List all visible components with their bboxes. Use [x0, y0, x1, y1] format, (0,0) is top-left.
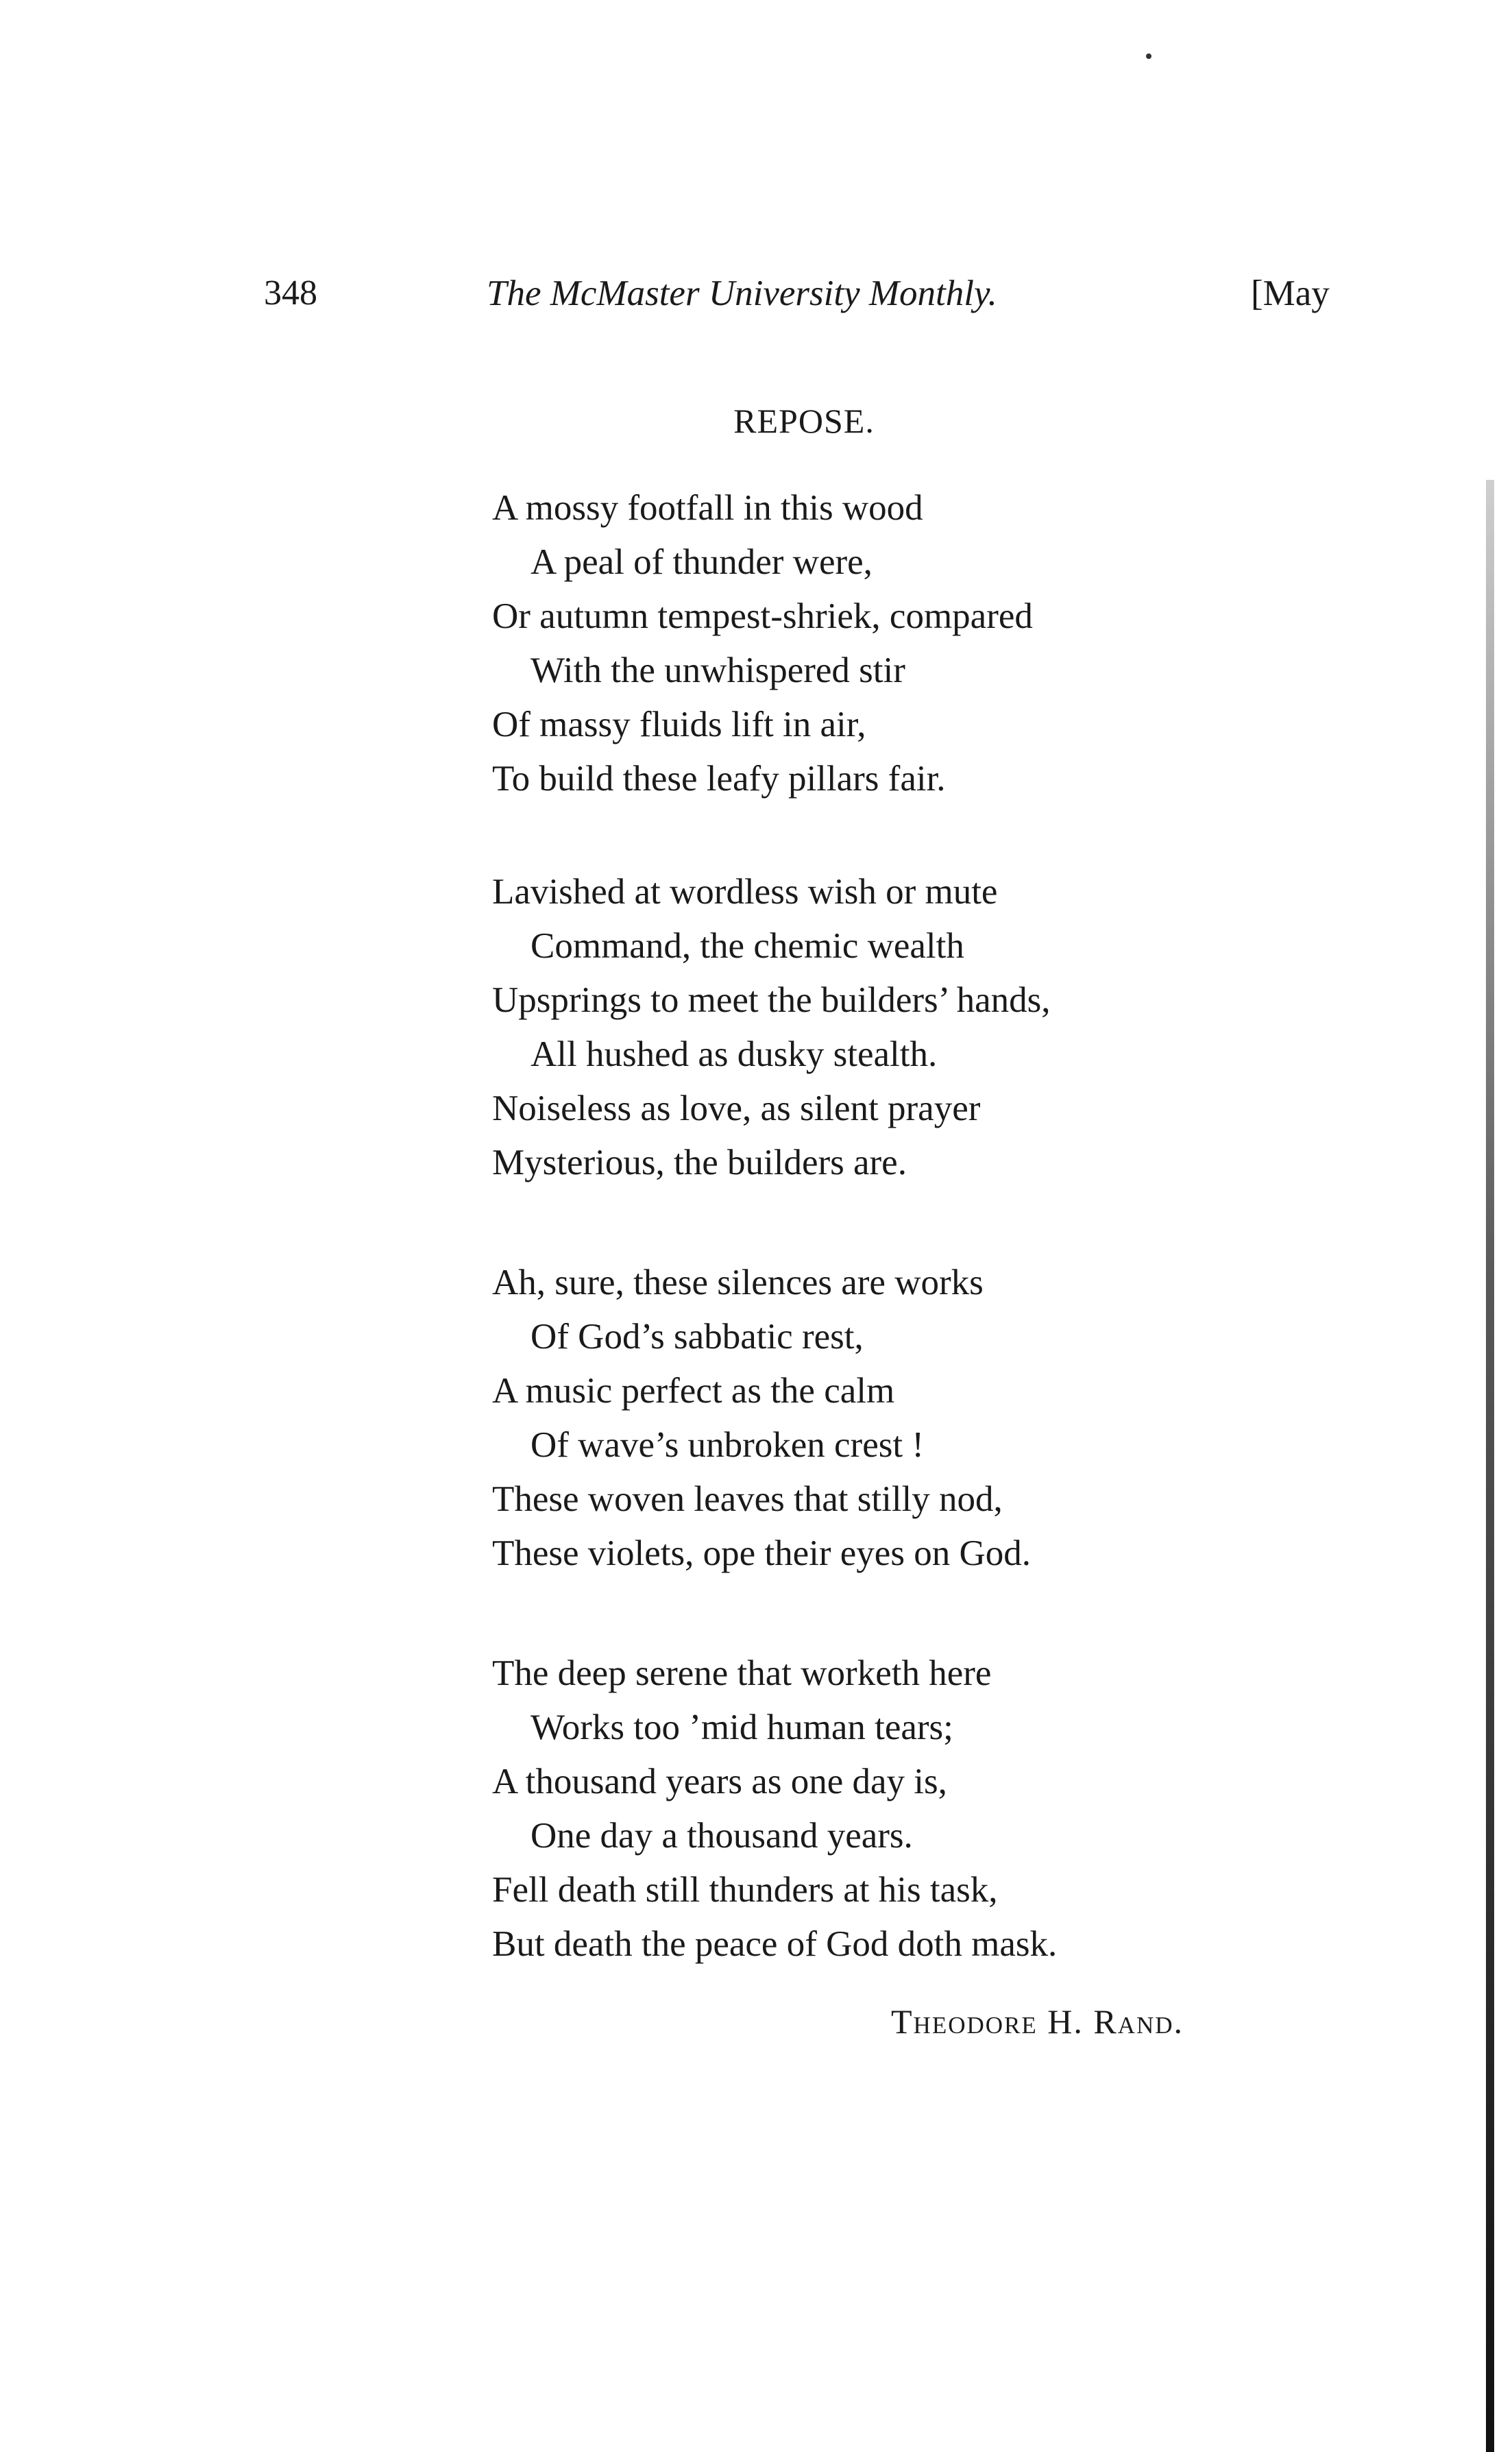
author-signature: Theodore H. Rand.: [891, 2002, 1184, 2041]
stanza-4: [492, 1647, 1315, 1971]
poem-line: These violets, ope their eyes on God.: [492, 1533, 1031, 1573]
stanza-1: [492, 481, 1315, 806]
poem-line: Lavished at wordless wish or mute: [492, 872, 998, 912]
poem-line: Of massy fluids lift in air,: [492, 705, 866, 744]
poem-line: Ah, sure, these silences are works: [492, 1263, 984, 1302]
scan-edge-shadow: [1486, 480, 1494, 2452]
poem-line: A peal of thunder were,: [531, 542, 873, 582]
page-header: [0, 273, 1512, 321]
poem-line: But death the peace of God doth mask.: [492, 1924, 1058, 1964]
poem-line: Of wave’s unbroken crest !: [531, 1425, 924, 1465]
poem-line: Upsprings to meet the builders’ hands,: [492, 980, 1051, 1020]
poem-line: The deep serene that worketh here: [492, 1653, 992, 1693]
poem-line: Command, the chemic wealth: [531, 926, 964, 966]
poem-title: REPOSE.: [733, 402, 875, 440]
poem-line: To build these leafy pillars fair.: [492, 759, 946, 799]
poem-line: With the unwhispered stir: [531, 651, 905, 690]
page-number: 348: [264, 274, 317, 313]
poem-line: Mysterious, the builders are.: [492, 1143, 907, 1182]
poem-line: A mossy footfall in this wood: [492, 488, 923, 528]
poem-line: All hushed as dusky stealth.: [531, 1034, 938, 1074]
poem-line: Of God’s sabbatic rest,: [531, 1317, 864, 1357]
poem-line: These woven leaves that stilly nod,: [492, 1479, 1003, 1519]
poem-line: A music perfect as the calm: [492, 1371, 895, 1411]
poem-line: One day a thousand years.: [531, 1816, 913, 1856]
scan-speck: [1146, 53, 1151, 59]
poem-line: Works too ’mid human tears;: [531, 1708, 953, 1747]
stanza-3: [492, 1256, 1315, 1581]
running-date: [May: [1251, 274, 1330, 313]
stanza-2: [492, 865, 1315, 1190]
poem-line: Noiseless as love, as silent prayer: [492, 1089, 981, 1128]
poem-line: Or autumn tempest-shriek, compared: [492, 596, 1033, 636]
poem-line: Fell death still thunders at his task,: [492, 1870, 998, 1910]
poem-line: A thousand years as one day is,: [492, 1762, 947, 1801]
running-title: The McMaster University Monthly.: [487, 274, 997, 313]
